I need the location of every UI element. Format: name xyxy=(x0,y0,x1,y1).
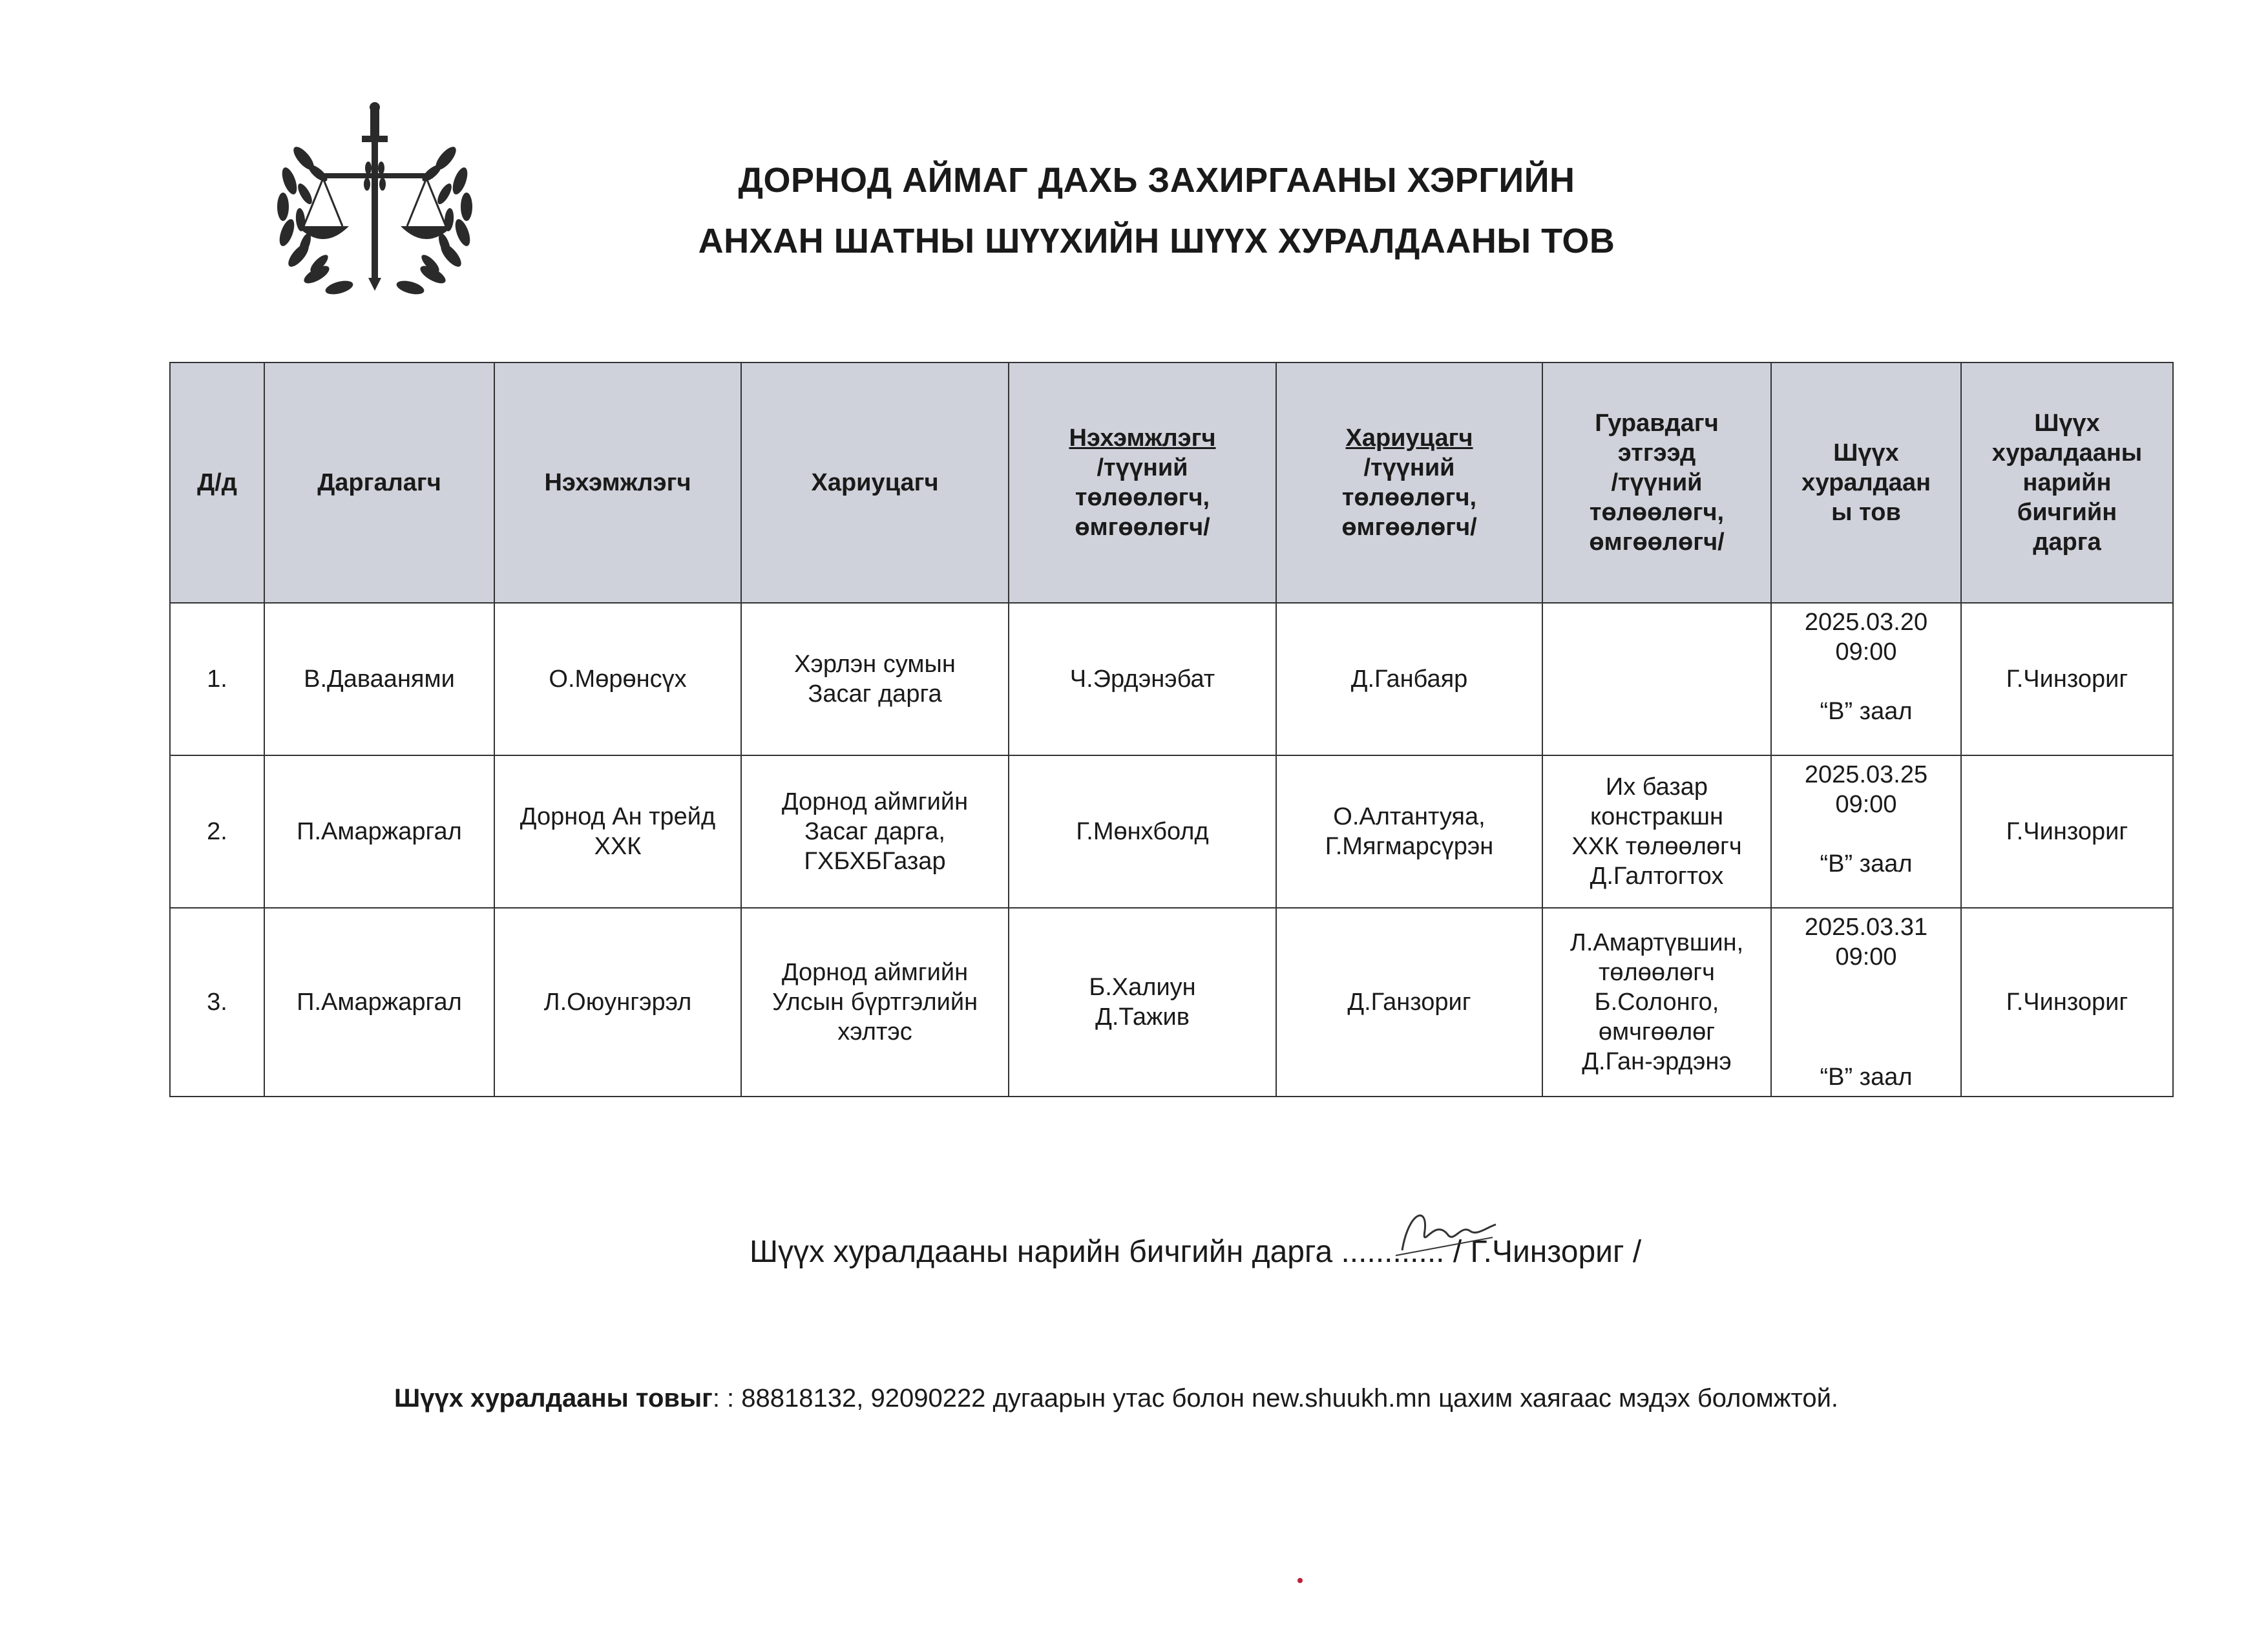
presiding-judge: В.Даваанями xyxy=(264,603,494,755)
secretary: Г.Чинзориг xyxy=(1961,755,2173,908)
table-row xyxy=(170,603,2173,755)
row-number: 3. xyxy=(170,908,264,1097)
presiding-judge: П.Амаржаргал xyxy=(264,755,494,908)
contact-text: : : 88818132, 92090222 дугаарын утас болон new.shuukh.mn цахим хаягаас мэдэх боломжтой. xyxy=(712,1384,1839,1413)
secretary: Г.Чинзориг xyxy=(1961,908,2173,1097)
col-header-presiding: Даргалагч xyxy=(264,362,494,603)
defendant-rep: О.Алтантуяа, Г.Мягмарсүрэн xyxy=(1276,755,1542,908)
signature-name: / Г.Чинзориг / xyxy=(1453,1235,1642,1269)
third-party xyxy=(1542,603,1771,755)
secretary: Г.Чинзориг xyxy=(1961,603,2173,755)
document-title-line2: АНХАН ШАТНЫ ШҮҮХИЙН ШҮҮХ ХУРАЛДААНЫ ТОВ xyxy=(698,222,1615,260)
row-number: 2. xyxy=(170,755,264,908)
col-header-hearing-date: Шүүх хуралдаан ы тов xyxy=(1771,362,1961,603)
hearing-date: 2025.03.20 09:00 “B” заал xyxy=(1771,603,1961,755)
hearing-date: 2025.03.31 09:00 “B” заал xyxy=(1771,908,1961,1097)
signature-line xyxy=(750,1234,1641,1270)
plaintiff: Л.Оюунгэрэл xyxy=(494,908,741,1097)
plaintiff-rep: Г.Мөнхболд xyxy=(1009,755,1276,908)
col-header-secretary: Шүүх хуралдааны нарийн бичгийн дарга xyxy=(1961,362,2173,603)
hearing-schedule-table xyxy=(169,362,2174,1097)
signature-text: Шүүх хуралдааны нарийн бичгийн дарга ............ xyxy=(750,1235,1445,1269)
stamp-dot xyxy=(1297,1578,1303,1583)
defendant: Хэрлэн сумын Засаг дарга xyxy=(741,603,1009,755)
table-row xyxy=(170,908,2173,1097)
plaintiff-rep: Ч.Эрдэнэбат xyxy=(1009,603,1276,755)
row-number: 1. xyxy=(170,603,264,755)
plaintiff: Дорнод Ан трейд ХХК xyxy=(494,755,741,908)
plaintiff: О.Мөрөнсүх xyxy=(494,603,741,755)
table-row xyxy=(170,755,2173,908)
defendant-rep: Д.Ганзориг xyxy=(1276,908,1542,1097)
defendant: Дорнод аймгийн Засаг дарга, ГХБХБГазар xyxy=(741,755,1009,908)
col-header-third-party: Гуравдагч этгээд /түүний төлөөлөгч, өмгөөлөгч/ xyxy=(1542,362,1771,603)
table-header-row xyxy=(170,362,2173,603)
col-header-defendant: Хариуцагч xyxy=(741,362,1009,603)
plaintiff-rep: Б.Халиун Д.Тажив xyxy=(1009,908,1276,1097)
col-header-plaintiff: Нэхэмжлэгч xyxy=(494,362,741,603)
handwritten-signature-icon xyxy=(1389,1199,1499,1263)
hearing-date: 2025.03.25 09:00 “B” заал xyxy=(1771,755,1961,908)
document-title-line1: ДОРНОД АЙМАГ ДАХЬ ЗАХИРГААНЫ ХЭРГИЙН xyxy=(738,161,1575,200)
third-party: Л.Амартүвшин, төлөөлөгч Б.Солонго, өмчгөөлөг Д.Ган-эрдэнэ xyxy=(1542,908,1771,1097)
col-header-number: Д/д xyxy=(170,362,264,603)
defendant: Дорнод аймгийн Улсын бүртгэлийн хэлтэс xyxy=(741,908,1009,1097)
col-header-defendant-rep: Хариуцагч /түүний төлөөлөгч, өмгөөлөгч/ xyxy=(1276,362,1542,603)
court-emblem-icon xyxy=(265,97,485,317)
col-header-plaintiff-rep: Нэхэмжлэгч /түүний төлөөлөгч, өмгөөлөгч/ xyxy=(1009,362,1276,603)
defendant-rep: Д.Ганбаяр xyxy=(1276,603,1542,755)
third-party: Их базар констракшн ХХК төлөөлөгч Д.Галтогтох xyxy=(1542,755,1771,908)
contact-label: Шүүх хуралдааны товыг xyxy=(394,1384,713,1413)
presiding-judge: П.Амаржаргал xyxy=(264,908,494,1097)
contact-info xyxy=(394,1384,1838,1413)
